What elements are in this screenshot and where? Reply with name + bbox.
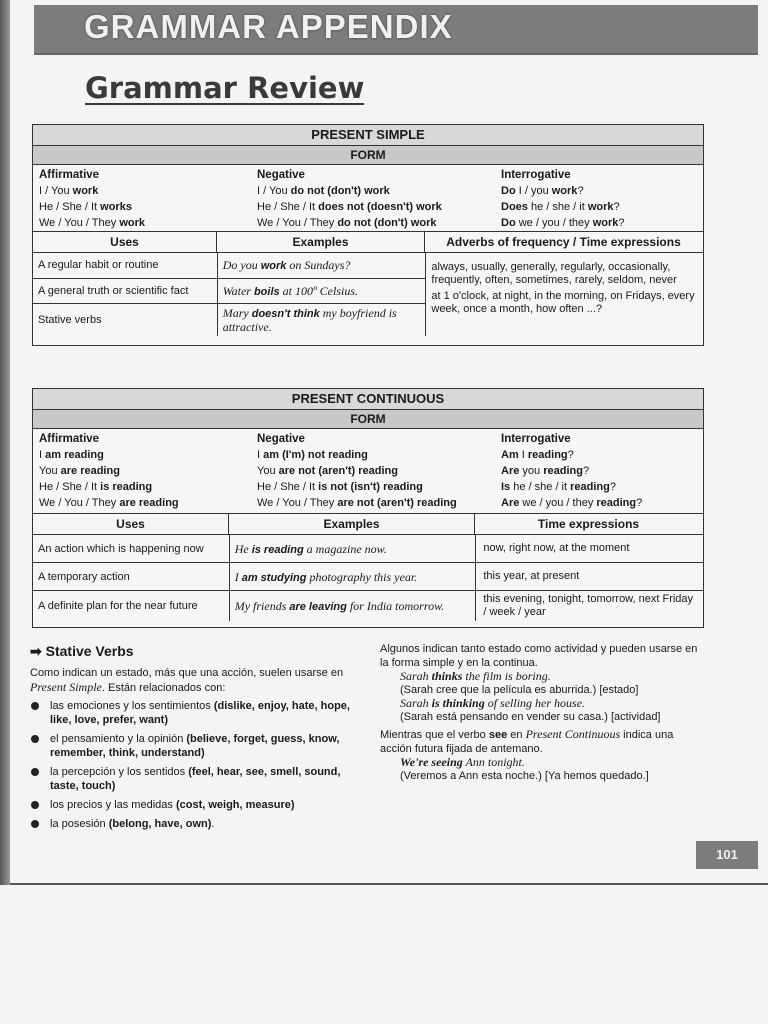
column-heading: Negative [257,169,305,181]
negative-column [251,431,495,513]
banner-title: GRAMMAR APPENDIX [84,8,453,45]
column-heading: Negative [257,433,305,445]
negative-column [251,167,495,231]
note-paragraph: Mientras que el verbo see en Present Continuous indica una acción futura fijada de antemano. [380,727,674,755]
bullet-icon [31,801,39,809]
uses-header-row [33,232,703,253]
list-item: los precios y las medidas (cost, weigh, measure) [30,798,360,812]
example-cell: I am studying photography this year. [230,563,476,591]
form-line: Are we / you / they reading? [501,497,643,509]
form-line: We / You / They work [39,217,146,229]
column-heading: Interrogative [501,169,571,181]
form-line: Do I / you work? [501,185,584,197]
use-cell: A definite plan for the near future [38,600,198,612]
uses-heading: Uses [33,514,229,534]
time-expressions: at 1 o'clock, at night, in the morning, on Fridays, every week, once a month, how often ...? [431,290,695,315]
time-cell: now, right now, at the moment [476,535,703,563]
form-row [33,429,703,514]
affirmative-column [33,167,251,231]
form-line: He / She / It is reading [39,481,153,493]
use-cell: A regular habit or routine [33,253,217,279]
interrogative-column [495,431,702,513]
time-expressions-heading: Time expressions [537,517,640,531]
adverbs-of-frequency: always, usually, generally, regularly, occasionally, frequently, often, sometimes, rarely, seldom, never [431,261,677,286]
examples-heading: Examples [229,514,475,534]
example-cell: My friends are leaving for India tomorrow. [234,599,445,613]
stative-notes [380,643,705,783]
example-cell: Water boils at 100º Celsius. [218,279,426,304]
form-line: Do we / you / they work? [501,217,625,229]
form-row [33,165,703,232]
list-item: las emociones y los sentimientos (dislike, enjoy, hate, hope, like, love, prefer, want) [30,699,360,727]
form-line: He / She / It does not (doesn't) work [257,201,442,213]
uses-header-row [33,514,703,535]
example-cell: Do you work on Sundays? [218,253,426,279]
translation: (Sarah cree que la película es aburrida.) [estado] [400,683,639,696]
use-cell: A general truth or scientific fact [33,279,217,304]
note-paragraph: Algunos indican tanto estado como actividad y pueden usarse en la forma simple y en la continua. [380,643,698,669]
form-line: We / You / They do not (don't) work [257,217,437,229]
form-line: He / She / It works [39,201,132,213]
page-number: 101 [696,841,758,869]
translation: (Veremos a Ann esta noche.) [Ya hemos quedado.] [400,769,649,782]
interrogative-column [495,167,702,231]
page-title: Grammar Review [85,71,365,105]
form-line: We / You / They are reading [39,497,179,509]
use-cell: Stative verbs [38,314,102,326]
page-bottom-rule [10,883,768,885]
translation: (Sarah está pensando en vender su casa.) [actividad] [400,710,661,723]
uses-heading: Uses [33,232,217,252]
form-line: I / You work [39,185,99,197]
table-header: PRESENT CONTINUOUS [33,389,703,410]
stative-list [30,699,360,831]
time-cell: this evening, tonight, tomorrow, next Friday / week / year [483,593,694,618]
bullet-icon [31,820,39,828]
uses-body [33,253,703,336]
section-heading: ➡ Stative Verbs [30,643,134,659]
arrow-icon: ➡ [30,643,42,659]
form-line: You are not (aren't) reading [257,465,398,477]
form-line: I am (I'm) not reading [257,449,368,461]
use-cell: A temporary action [33,563,229,591]
bullet-icon [31,768,39,776]
intro-text: Como indican un estado, más que una acción, suelen usarse en Present Simple. Están relacionados con: [30,667,344,694]
present-simple-table [32,124,704,346]
column-heading: Interrogative [501,433,571,445]
column-heading: Affirmative [39,433,100,445]
column-heading: Affirmative [39,169,100,181]
stative-verbs-section [30,643,360,836]
list-item: el pensamiento y la opinión (believe, forget, guess, know, remember, think, understand) [30,732,360,760]
form-line: I / You do not (don't) work [257,185,390,197]
affirmative-column [33,431,251,513]
uses-body [33,535,703,621]
form-line: We / You / They are not (aren't) reading [257,497,457,509]
example-cell: He is reading a magazine now. [230,535,476,563]
bullet-icon [31,735,39,743]
use-cell: An action which is happening now [33,535,229,563]
example-sentence: Sarah thinks the film is boring. [400,669,551,683]
bullet-icon [31,702,39,710]
form-line: You are reading [39,465,120,477]
time-cell: this year, at present [476,563,703,591]
form-line: Are you reading? [501,465,590,477]
examples-heading: Examples [217,232,425,252]
book-spine-shadow [0,0,10,885]
section-banner [34,5,758,55]
list-item: la percepción y los sentidos (feel, hear, see, smell, sound, taste, touch) [30,765,360,793]
form-header: FORM [33,410,703,429]
example-sentence: Sarah is thinking of selling her house. [400,696,586,710]
present-continuous-table [32,388,704,628]
list-item: la posesión (belong, have, own). [30,817,360,831]
form-line: Am I reading? [501,449,574,461]
form-line: I am reading [39,449,104,461]
adverbs-heading: Adverbs of frequency / Time expressions [446,235,681,249]
example-sentence: We're seeing Ann tonight. [400,755,525,769]
table-header: PRESENT SIMPLE [33,125,703,146]
form-header: FORM [33,146,703,165]
example-cell: Mary doesn't think my boyfriend is attractive. [222,306,397,334]
form-line: Does he / she / it work? [501,201,620,213]
form-line: Is he / she / it reading? [501,481,616,493]
form-line: He / She / It is not (isn't) reading [257,481,423,493]
